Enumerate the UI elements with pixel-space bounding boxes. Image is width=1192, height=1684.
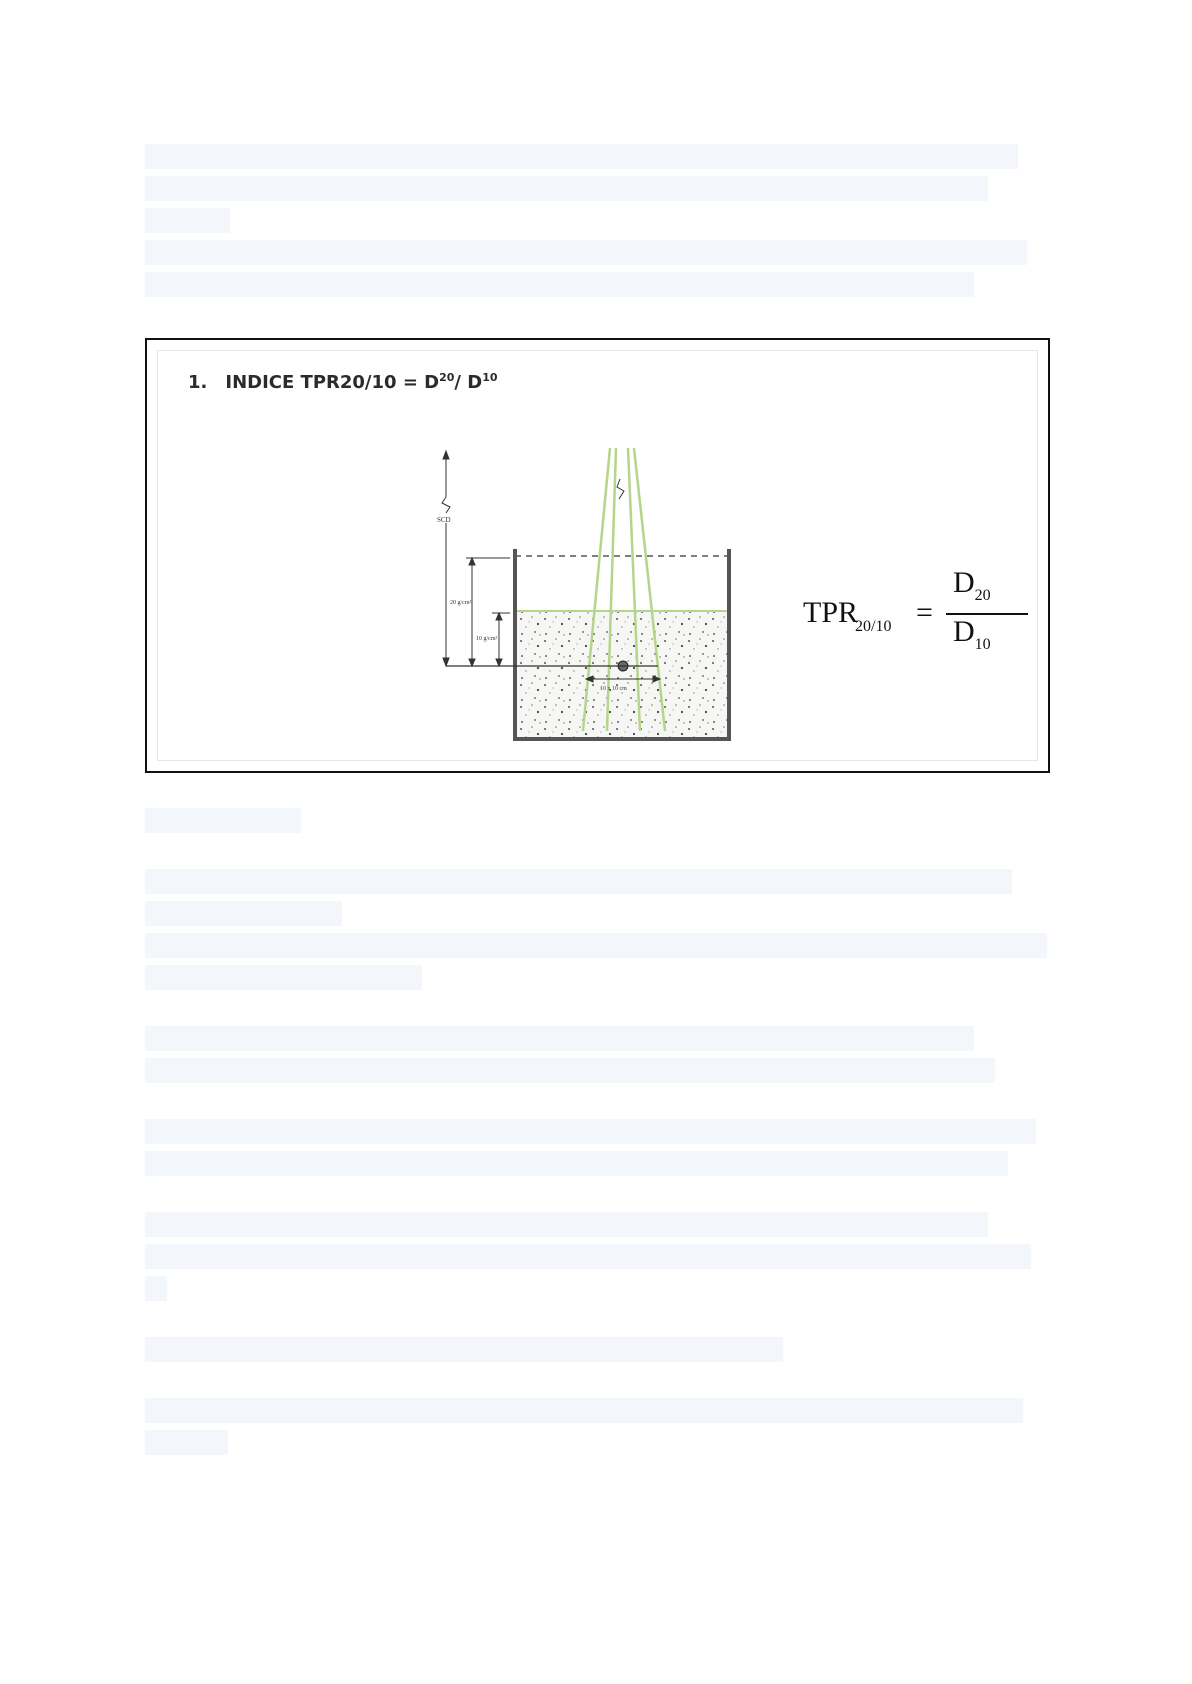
redacted-text-line <box>145 1212 988 1237</box>
formula-lhs <box>803 596 891 636</box>
scd-dimension <box>442 451 450 666</box>
redacted-text-line <box>145 1337 783 1362</box>
figure-title-text: INDICE TPR20/10 = D <box>225 372 440 393</box>
redacted-text-line <box>145 965 422 990</box>
redacted-text-line <box>145 176 988 201</box>
redacted-text-line <box>145 869 1012 894</box>
redacted-text-line <box>145 240 1027 265</box>
depth-20-label: 20 g/cm² <box>450 600 472 606</box>
formula-numerator <box>953 566 991 605</box>
phantom-diagram <box>158 351 1039 762</box>
figure-title-sup-20: 20 <box>439 371 455 384</box>
depth-10-label: 10 g/cm² <box>476 636 498 642</box>
redacted-text-line <box>145 1244 1031 1269</box>
redacted-text-line <box>145 1026 974 1051</box>
redacted-text-line <box>145 933 1047 958</box>
redacted-text-line <box>145 1151 1008 1176</box>
depth-20-dimension <box>466 558 510 666</box>
redacted-text-line <box>145 1276 167 1301</box>
redacted-text-line <box>145 1119 1036 1144</box>
formula-lhs-subscript: 20/10 <box>855 618 892 635</box>
figure-frame <box>145 338 1050 773</box>
redacted-text-line <box>145 901 342 926</box>
formula-numerator-subscript: 20 <box>974 587 991 604</box>
redacted-text-line <box>145 1058 995 1083</box>
tpr-formula <box>803 566 1043 656</box>
phantom-fill <box>515 611 729 741</box>
redacted-text-line <box>145 272 974 297</box>
figure-title-mid: / D <box>454 372 483 393</box>
redacted-text-line <box>145 1398 1023 1423</box>
redacted-text-line <box>145 144 1018 169</box>
field-size-label: 10 x 10 cm <box>600 686 627 692</box>
figure-title-number: 1. <box>188 372 208 393</box>
formula-equals: = <box>916 596 933 629</box>
beam-break-mark <box>617 479 624 499</box>
formula-lhs-text: TPR <box>803 596 859 629</box>
formula-denominator-subscript: 10 <box>974 636 991 653</box>
formula-numerator-text: D <box>953 566 975 599</box>
redacted-text-line <box>145 1430 228 1455</box>
scd-label: SCD <box>437 516 451 524</box>
redacted-heading <box>145 808 301 833</box>
figure-title-sup-10: 10 <box>482 371 498 384</box>
redacted-text-line <box>145 208 230 233</box>
formula-denominator-text: D <box>953 615 975 648</box>
figure-inner <box>157 350 1038 761</box>
formula-denominator <box>953 615 991 654</box>
